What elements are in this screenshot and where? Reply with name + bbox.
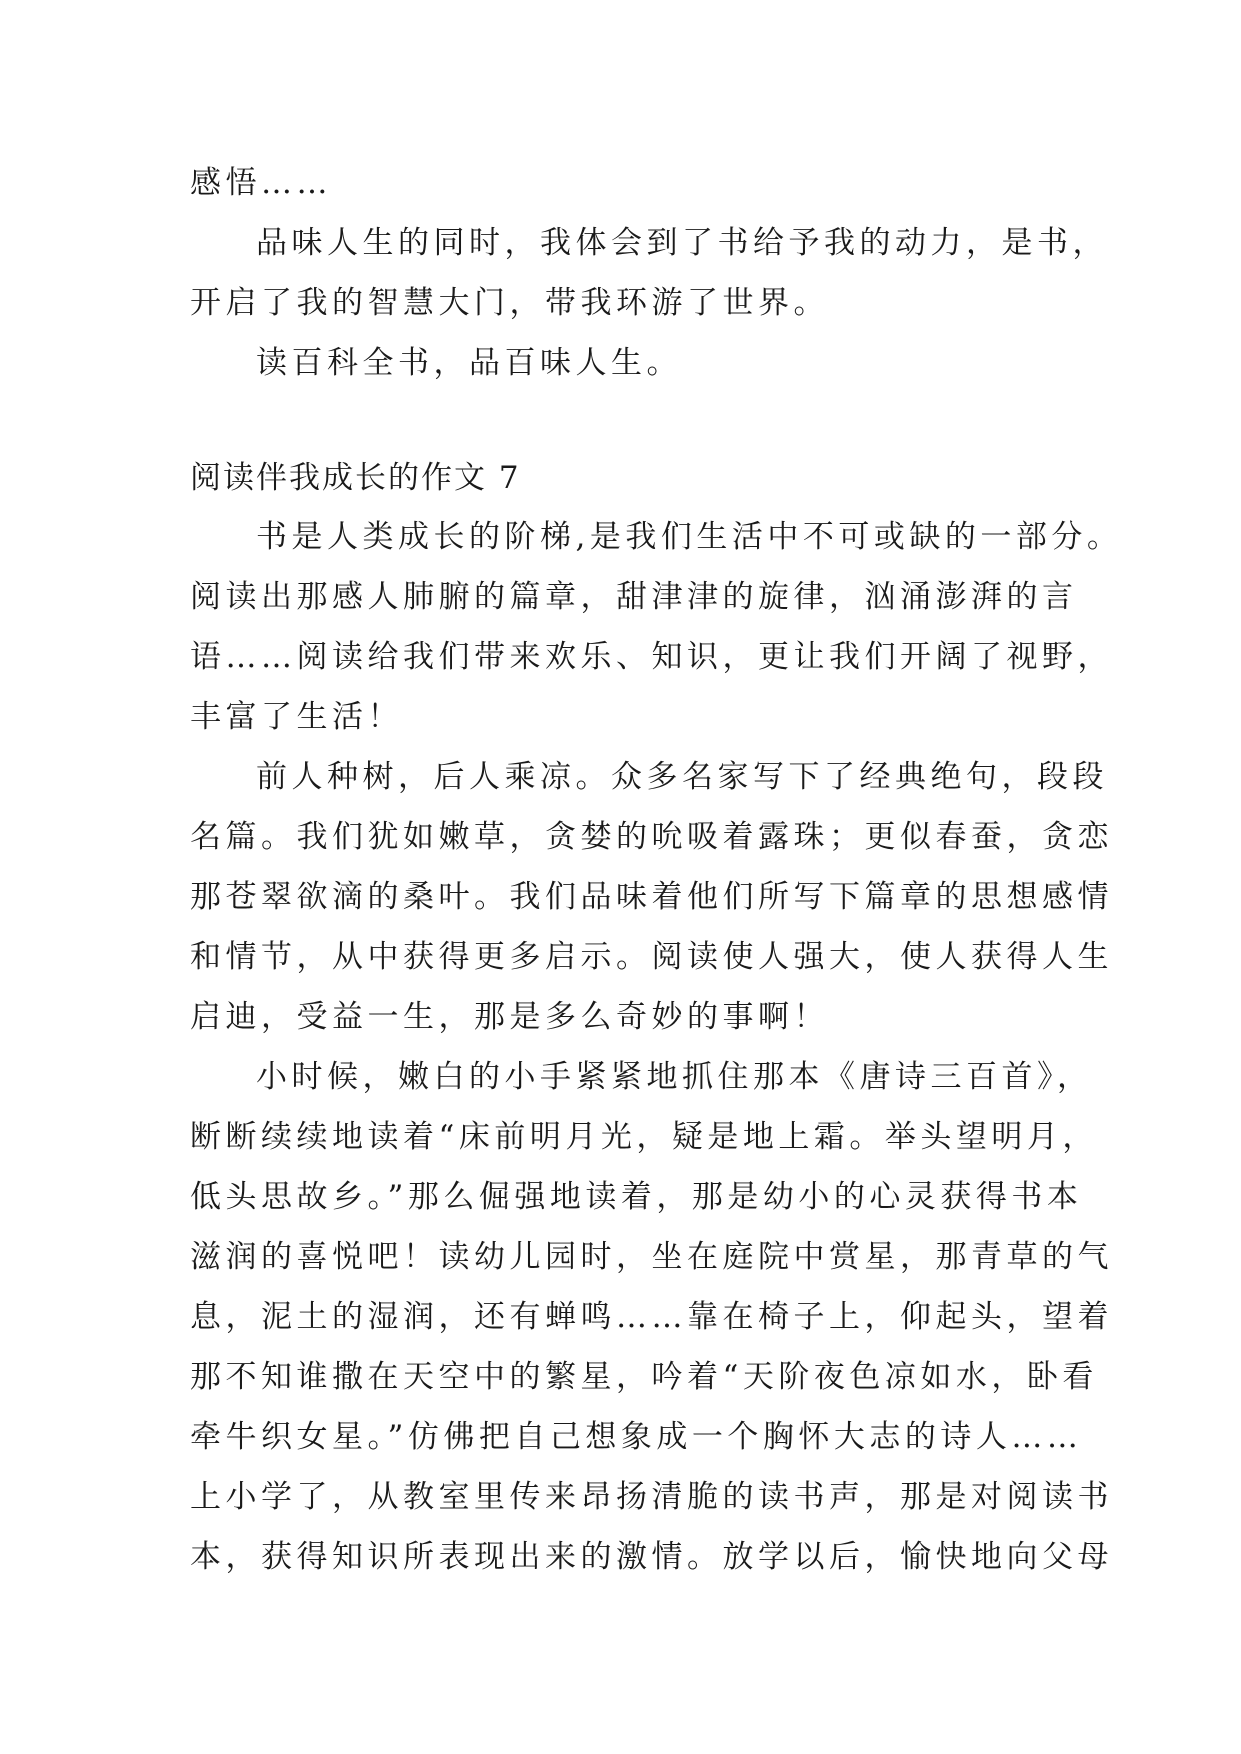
text-line: 和情节，从中获得更多启示。阅读使人强大，使人获得人生 [190, 939, 1113, 975]
text-line: 开启了我的智慧大门，带我环游了世界。 [190, 285, 829, 321]
text-line: 那不知谁撒在天空中的繁星，吟着“天阶夜色凉如水，卧看 [190, 1359, 1098, 1395]
text-line: 感悟…… [190, 165, 332, 201]
text-line: 本，获得知识所表现出来的激情。放学以后，愉快地向父母 [190, 1539, 1113, 1575]
text-line: 丰富了生活！ [190, 699, 403, 735]
paragraph-first-line: 书是人类成长的阶梯,是我们生活中不可或缺的一部分。 [256, 519, 1123, 555]
text-line: 断断续续地读着“床前明月光，疑是地上霜。举头望明月， [190, 1119, 1098, 1155]
text-line: 阅读出那感人肺腑的篇章，甜津津的旋律，汹涌澎湃的言 [190, 579, 1078, 615]
paragraph-first-line: 读百科全书，品百味人生。 [256, 345, 682, 381]
text-line: 名篇。我们犹如嫩草，贪婪的吮吸着露珠；更似春蚕，贪恋 [190, 819, 1113, 855]
text-line: 那苍翠欲滴的桑叶。我们品味着他们所写下篇章的思想感情 [190, 879, 1113, 915]
text-line: 低头思故乡。”那么倔强地读着，那是幼小的心灵获得书本 [190, 1179, 1083, 1215]
section-title: 阅读伴我成长的作文 7 [190, 460, 521, 496]
text-line: 牵牛织女星。”仿佛把自己想象成一个胸怀大志的诗人…… [190, 1419, 1083, 1455]
paragraph-first-line: 小时候，嫩白的小手紧紧地抓住那本《唐诗三百首》， [256, 1059, 1093, 1095]
text-line: 息，泥土的湿润，还有蝉鸣……靠在椅子上，仰起头，望着 [190, 1299, 1113, 1335]
text-line: 滋润的喜悦吧！读幼儿园时，坐在庭院中赏星，那青草的气 [190, 1239, 1113, 1275]
paragraph-first-line: 前人种树，后人乘凉。众多名家写下了经典绝句，段段 [256, 759, 1108, 795]
paragraph-first-line: 品味人生的同时，我体会到了书给予我的动力，是书， [256, 225, 1108, 261]
text-line: 语……阅读给我们带来欢乐、知识，更让我们开阔了视野， [190, 639, 1113, 675]
text-line: 启迪，受益一生，那是多么奇妙的事啊！ [190, 999, 829, 1035]
text-line: 上小学了，从教室里传来昂扬清脆的读书声，那是对阅读书 [190, 1479, 1113, 1515]
